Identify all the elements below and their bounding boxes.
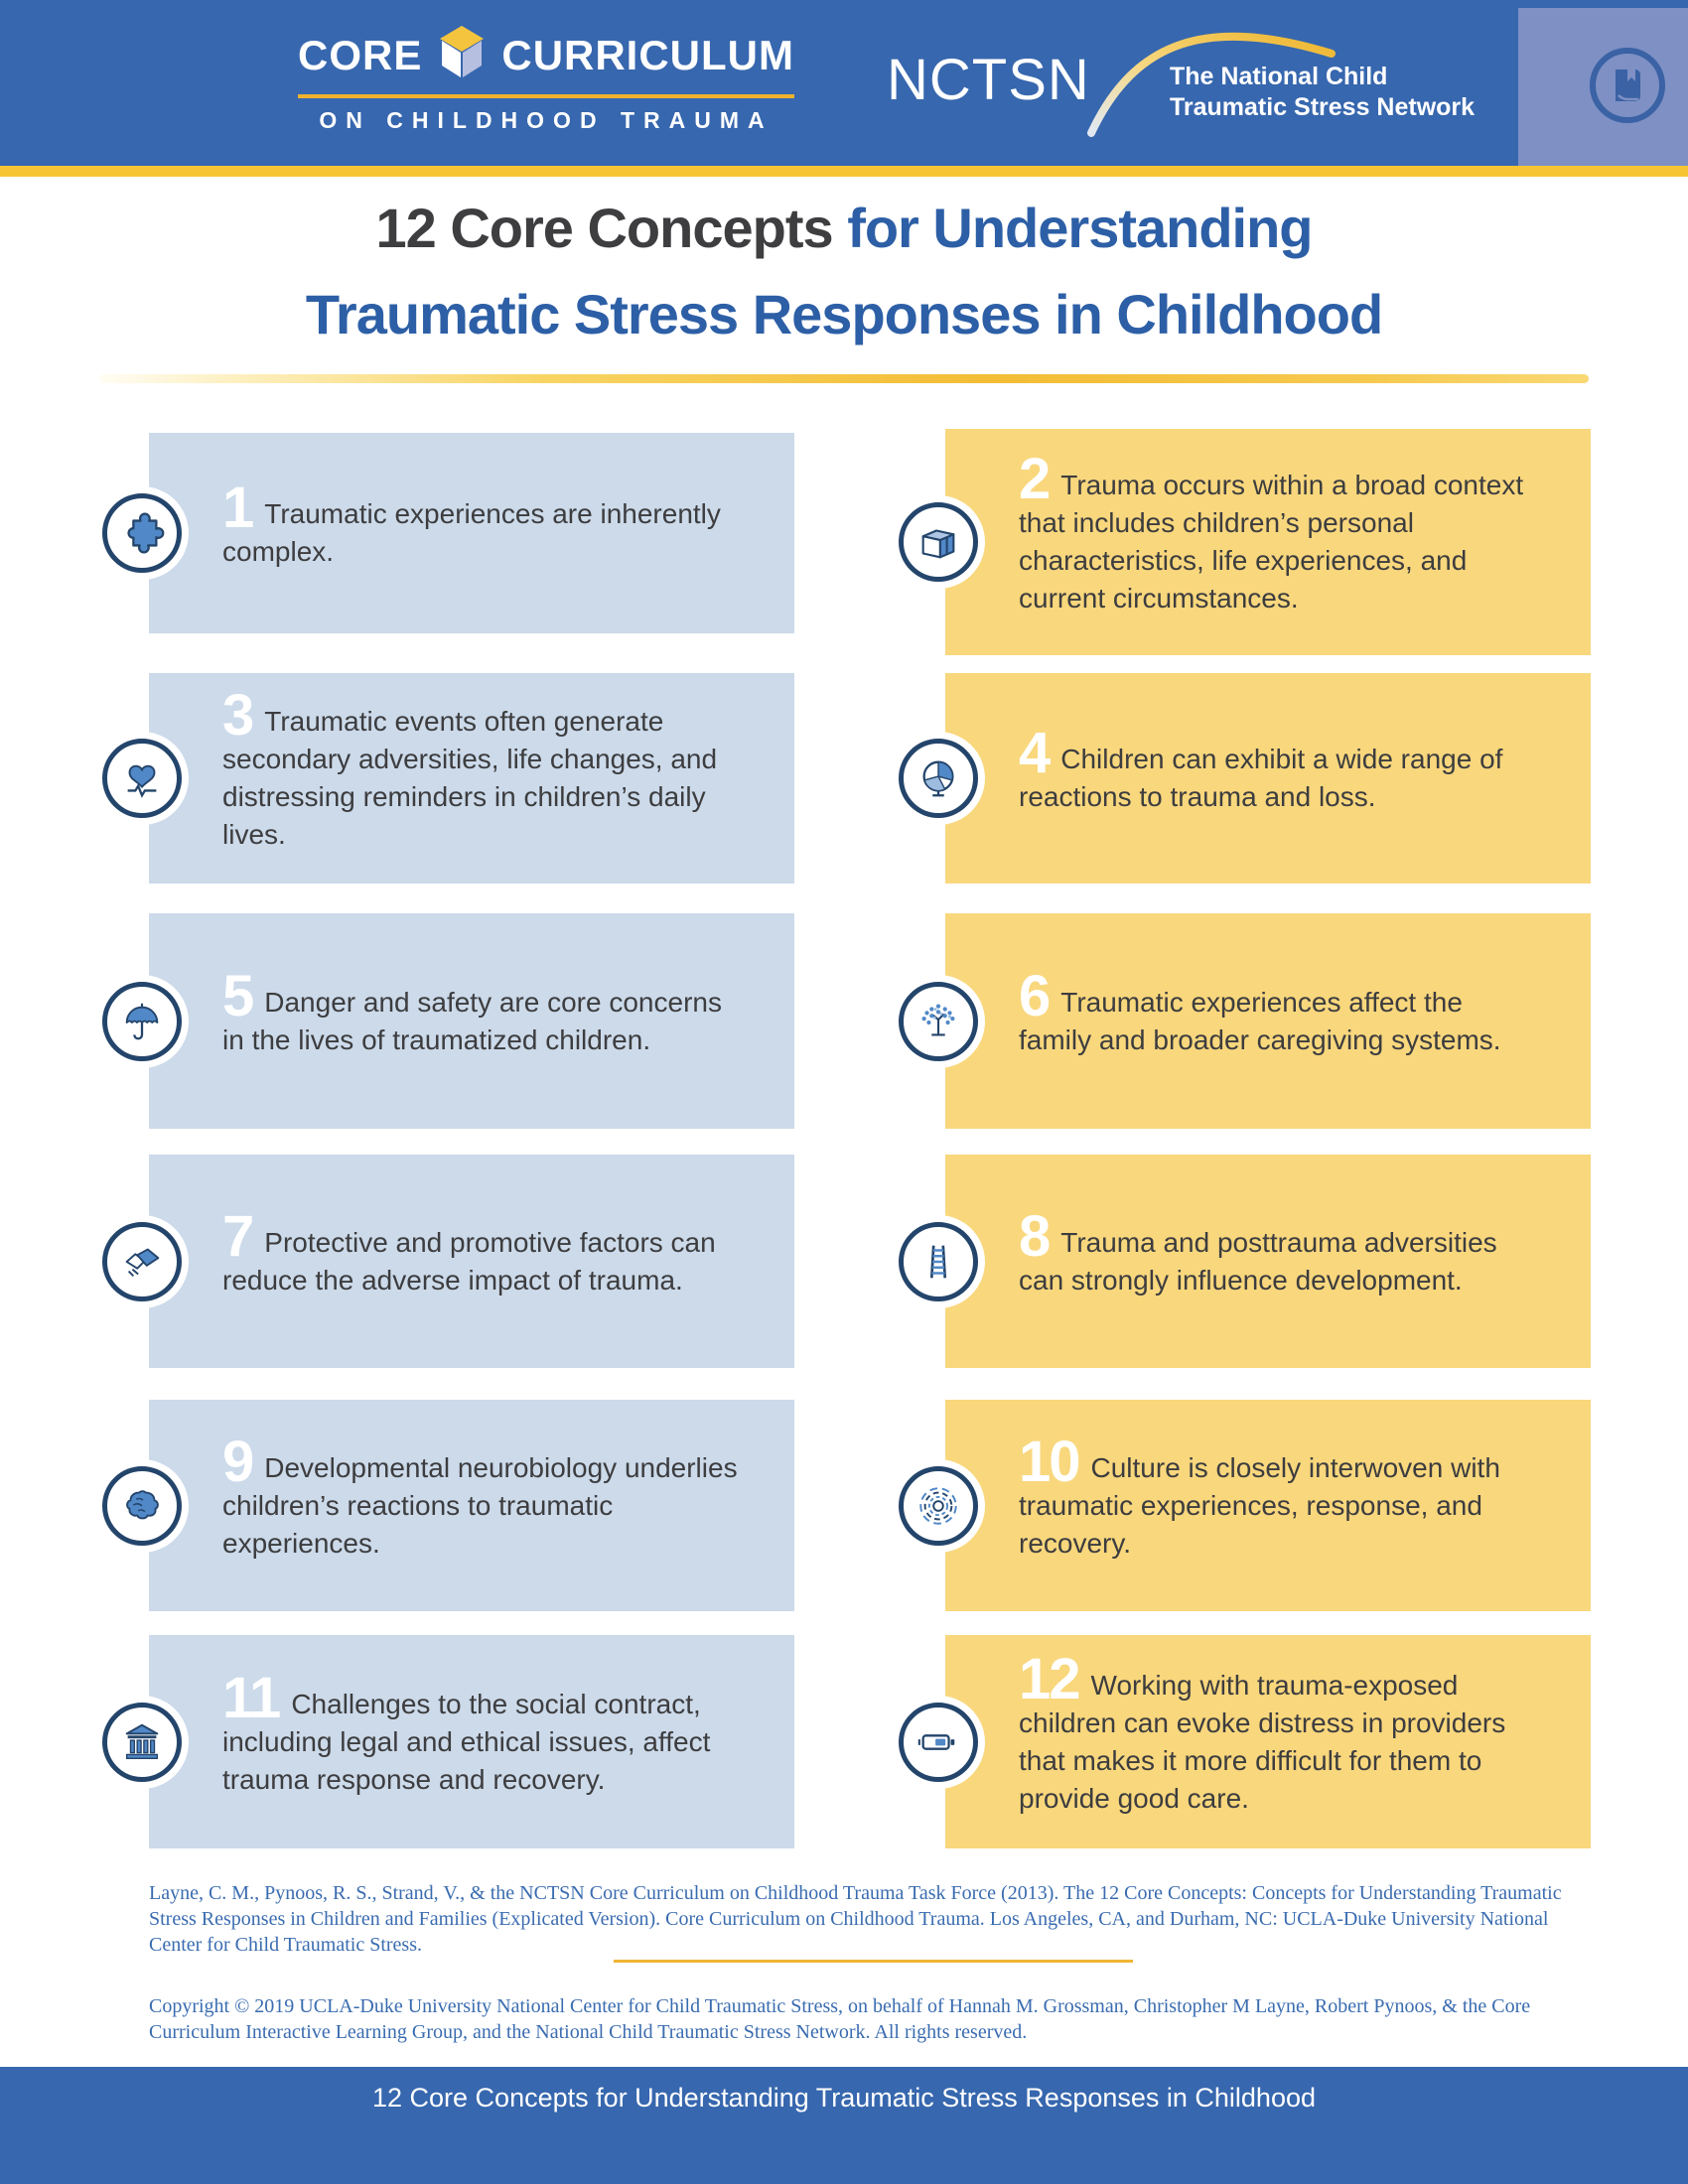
concept-number: 8 bbox=[1019, 1203, 1050, 1269]
logo-underline bbox=[298, 94, 794, 98]
concept-number: 3 bbox=[222, 683, 253, 748]
concept-number: 7 bbox=[222, 1203, 253, 1269]
concept-number: 1 bbox=[222, 476, 253, 540]
nctsn-acronym: NCTSN bbox=[887, 48, 1090, 112]
concept-number: 9 bbox=[222, 1429, 253, 1494]
concept-text: Danger and safety are core concerns in the lives of traumatized children. bbox=[222, 986, 722, 1055]
courthouse-icon bbox=[102, 1703, 182, 1782]
concept-card-6 bbox=[945, 913, 1591, 1129]
concept-number: 2 bbox=[1019, 447, 1050, 511]
concept-text: Challenges to the social contract, including legal and ethical issues, affect trauma response and recovery. bbox=[222, 1688, 711, 1795]
footer-title: 12 Core Concepts for Understanding Traumatic Stress Responses in Childhood bbox=[372, 2083, 1316, 2113]
page-title-dark-part: 12 Core Concepts bbox=[375, 197, 833, 259]
concept-text: Developmental neurobiology underlies children’s reactions to traumatic experiences. bbox=[222, 1451, 738, 1559]
concept-number: 5 bbox=[222, 963, 253, 1028]
concept-text: Protective and promotive factors can reduce the adverse impact of trauma. bbox=[222, 1226, 716, 1296]
core-curriculum-logo-word-right: CURRICULUM bbox=[501, 31, 794, 78]
core-curriculum-logo bbox=[298, 24, 794, 134]
page-title-line2: Traumatic Stress Responses in Childhood bbox=[305, 283, 1383, 345]
concept-number: 10 bbox=[1019, 1429, 1079, 1494]
concept-text: Traumatic experiences affect the family and broader caregiving systems. bbox=[1019, 986, 1501, 1055]
pie-chart-icon bbox=[899, 739, 978, 818]
footer-bar bbox=[0, 2067, 1688, 2184]
concept-number: 12 bbox=[1019, 1646, 1079, 1711]
header-accent-stripe bbox=[0, 166, 1688, 177]
concept-card-2 bbox=[945, 429, 1591, 655]
concept-number: 4 bbox=[1019, 721, 1050, 785]
concept-card-10 bbox=[945, 1400, 1591, 1611]
concept-card-12 bbox=[945, 1635, 1591, 1848]
concept-number: 11 bbox=[222, 1665, 280, 1730]
citation-divider bbox=[614, 1960, 1133, 1963]
treasure-chest-icon bbox=[899, 502, 978, 582]
concept-card-11 bbox=[149, 1635, 794, 1848]
concept-card-9 bbox=[149, 1400, 794, 1611]
concept-text: Traumatic events often generate secondary adversities, life changes, and distressing reminders in children’s daily lives. bbox=[222, 706, 718, 850]
header-bar bbox=[0, 0, 1688, 166]
core-curriculum-logo-word-left: CORE bbox=[298, 31, 423, 78]
concept-text: Children can exhibit a wide range of reactions to trauma and loss. bbox=[1019, 744, 1503, 812]
copyright-text: Copyright © 2019 UCLA-Duke University National Center for Child Traumatic Stress, on behalf of Hannah M. Grossman, Christopher M Layne, Robert Pynoos, & the Core Curriculum Interactive Learning Group, and the National Child Traumatic Stress Network. All rights reserved. bbox=[149, 1995, 1531, 2043]
concept-card-1 bbox=[149, 433, 794, 633]
concept-card-7 bbox=[149, 1155, 794, 1368]
page-title-blue-part: for Understanding bbox=[847, 197, 1313, 259]
book-icon bbox=[1590, 48, 1665, 123]
concept-card-4 bbox=[945, 673, 1591, 884]
heart-ekg-icon bbox=[102, 739, 182, 818]
concept-number: 6 bbox=[1019, 963, 1050, 1028]
core-curriculum-logo-subtitle: ON CHILDHOOD TRAUMA bbox=[319, 107, 774, 133]
concept-text: Culture is closely interwoven with traumatic experiences, response, and recovery. bbox=[1019, 1451, 1500, 1559]
citation-text: Layne, C. M., Pynoos, R. S., Strand, V., & the NCTSN Core Curriculum on Childhood Trauma Task Force (2013). The 12 Core Concepts: Concepts for Understanding Traumatic Stress Responses in Children and Families (Explicated Version). Core Curriculum on Childhood Trauma. Los Angeles, CA, and Durham, NC: UCLA-Duke University National Center for Child Traumatic Stress. bbox=[149, 1882, 1562, 1956]
concept-card-8 bbox=[945, 1155, 1591, 1368]
cube-logo-icon bbox=[436, 24, 488, 86]
concept-text: Working with trauma-exposed children can evoke distress in providers that makes it more difficult for them to provide good care. bbox=[1019, 1669, 1506, 1814]
concept-text: Traumatic experiences are inherently complex. bbox=[222, 498, 721, 567]
page-title-line1 bbox=[0, 195, 1688, 262]
book-badge-panel bbox=[1518, 8, 1688, 166]
umbrella-icon bbox=[102, 982, 182, 1061]
concept-card-5 bbox=[149, 913, 794, 1129]
title-divider bbox=[99, 374, 1589, 383]
battery-icon bbox=[899, 1703, 978, 1782]
handshake-icon bbox=[102, 1222, 182, 1301]
tree-icon bbox=[899, 982, 978, 1061]
concept-text: Trauma occurs within a broad context that includes children’s personal characteristics, life experiences, and current circumstances. bbox=[1019, 470, 1524, 614]
nctsn-org-name: The National Child Traumatic Stress Network bbox=[1170, 63, 1476, 121]
brain-icon bbox=[102, 1466, 182, 1546]
ladder-icon bbox=[899, 1222, 978, 1301]
puzzle-icon bbox=[102, 493, 182, 573]
concentric-circles-icon bbox=[899, 1466, 978, 1546]
concept-card-3 bbox=[149, 673, 794, 884]
concept-text: Trauma and posttrauma adversities can strongly influence development. bbox=[1019, 1226, 1497, 1296]
